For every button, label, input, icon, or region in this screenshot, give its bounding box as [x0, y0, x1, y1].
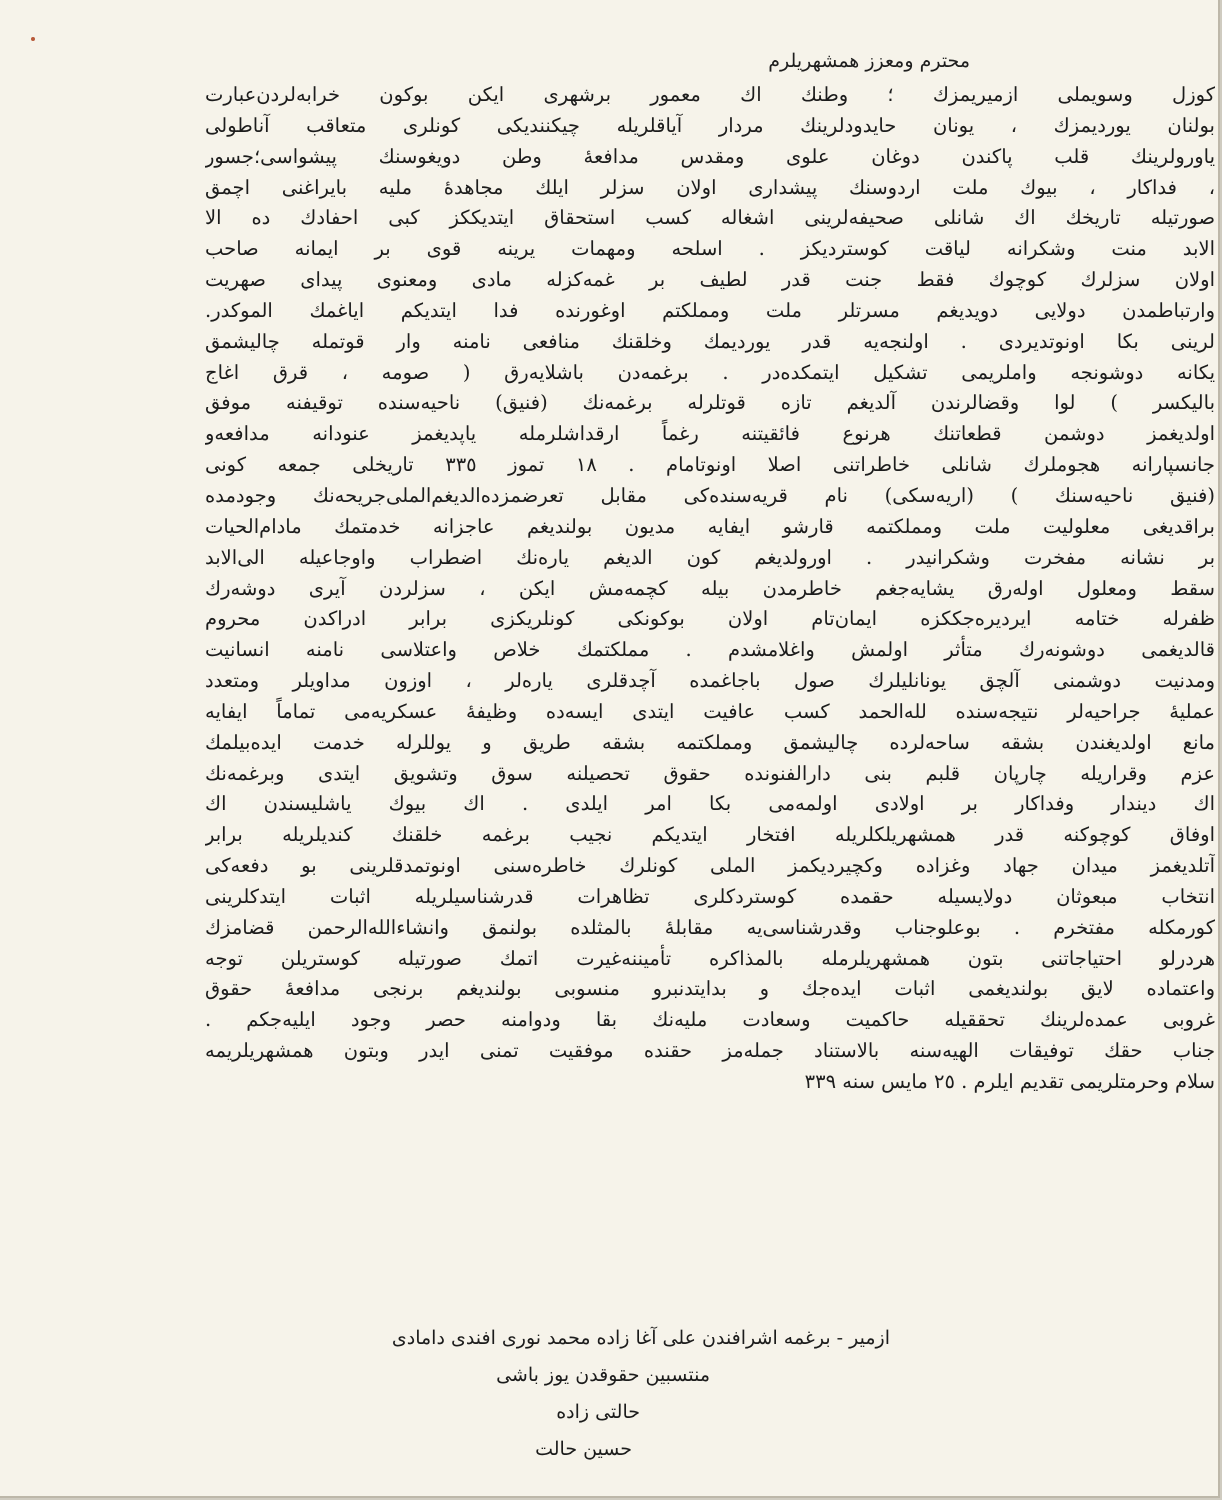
text-line: ، فداکار ، بیوك ملت اردوسنك پیشداری اولان سزلر ایلك مجاهدهٔ ملیه بایراغنی اچمق [205, 175, 1215, 199]
text-line: جانسپارانه هجوملرك شانلی خاطراتنی اصلا اونوتامام . ١٨ تموز ٣٣٥ تاریخلی جمعه کونی [205, 453, 1215, 477]
text-line: بر نشانه مفخرت وشکرانیدر . اورولدیغم کون الدیغم یاره‌نك اضطراب واوجاعیله الی‌الابد [205, 545, 1215, 569]
ink-spot [31, 37, 35, 41]
text-line: اك دیندار وفداکار بر اولادی اولمه‌می بکا امر ایلدی . اك بیوك یاشلیسندن اك [205, 792, 1215, 816]
text-line: یکانه دوشونجه واملریمی تشکیل ایتمکده‌در . برغمه‌دن باشلایه‌رق ( صومه ، قرق اغاج [205, 360, 1215, 384]
text-line: بولنان یوردیمزك ، یونان حایدودلرینك مردار آیاقلریله چیکننديکی کونلری متعاقب آناطولی [205, 113, 1215, 137]
text-line: سلام وحرمتلریمی تقدیم ایلرم . ٢٥ مایس سنه ٣٣٩ [804, 1070, 1215, 1093]
text-line: (فنیق ناحیه‌سنك ) (اریه‌سکی) نام قریه‌سنده‌کی مقابل تعرضمزده‌الدیغم‌الملی‌جریحه‌نك وجودمده [205, 483, 1215, 507]
text-line: غروبی عمده‌لرینك تحققیله حاکمیت وسعادت ملیه‌نك بقا ودوامنه حصر وجود ایلیه‌جکم . [205, 1008, 1215, 1032]
text-line: ظفرله ختامه ایردیره‌جککزه ایمان‌تام اولان بوکونکی کونلریکزی برابر ادراکدن محروم [205, 607, 1215, 631]
text-line: اوفاق کوچوکنه قدر همشهریلکلریله افتخار ایتدیکم نجیب برغمه خلقنك کندیلریله برابر [205, 823, 1215, 847]
signature-rank-line: منتسبین حقوقدن یوز باشی [496, 1364, 710, 1386]
text-line: کورمکله مفتخرم . بوعلوجناب وقدرشناسی‌یه مقابلهٔ بالمثلده بولنمق وانشاءالله‌الرحمن قضامزك [205, 915, 1215, 939]
text-line: وارتباطمدن دولایی دویدیغم مسرتلر ملت ومملکتم اوغورنده فدا ایتدیکم ایاغمك الموکدر. [205, 298, 1215, 322]
signature-family-line: حالتی زاده [556, 1401, 640, 1423]
text-line: هردرلو احتیاجاتنی بتون همشهریلرمله بالمذاکره تأمیننه‌غیرت اتمك صورتیله کوستریلن توجه [205, 946, 1215, 970]
letter-body [205, 80, 1215, 1098]
text-line: انتخاب مبعوثان دولایسیله حقمده کوستردکلری تظاهرات قدرشناسیلریله اثبات ایتدکلرینی [205, 884, 1215, 908]
text-line: عزم وقراریله چارپان قلبم بنی دارالفنونده حقوق تحصیلنه سوق وتشویق ایتدی وبرغمه‌نك [205, 761, 1215, 785]
salutation: محترم ومعزز همشهریلرم [768, 50, 970, 72]
text-line: صورتیله تاریخك اك شانلی صحیفه‌لرینی اشغاله کسب استحقاق ایتدیککز کبی احفادك ده الا [205, 206, 1215, 230]
text-line: عملیهٔ جراحیه‌لر نتیجه‌سنده لله‌الحمد کسب عافیت ایتدی ایسه‌ده وظیفهٔ عسکریه‌می تماماً ایفایه [205, 699, 1215, 723]
text-line: الابد منت وشکرانه لیاقت کوستردیکز . اسلحه ومهمات یرینه قوی بر ایمانه صاحب [205, 237, 1215, 261]
signature-origin-line: ازمیر - برغمه اشرافندن علی آغا زاده محمد نوری افندی دامادی [391, 1327, 890, 1349]
text-line: کوزل وسویملی ازمیریمزك ؛ وطنك اك معمور برشهری ایکن بوکون خرابه‌لردن‌عبارت [205, 83, 1215, 106]
text-line: جناب حقك توفیقات الهیه‌سنه بالاستناد جمله‌مز حقنده موفقیت تمنی ایدر وبتون همشهریلریمه [205, 1039, 1215, 1063]
text-line: اولان سزلرك کوچوك فقط جنت قدر لطیف بر غمه‌کزله مادی ومعنوی پیدای صهریت [205, 268, 1215, 292]
text-line: اولدیغمز دوشمن قطعاتنك هرنوع فائقیتنه رغماً ارقداشلرمله یاپدیغمز عنودانه مدافعه‌و [205, 422, 1215, 446]
text-line: ومدنیت دوشمنی آلچق یونانلیلرك صول باجاغمده آچدقلری یاره‌لر ، اوزون مداویلر ومتعدد [205, 669, 1215, 693]
text-line: براقدیغی معلولیت ملت ومملکتمه قارشو ایفایه مدیون بولندیغم عاجزانه خدمتمك مادام‌الحیات [205, 514, 1215, 538]
text-line: بالیکسر ) لوا وقضالرندن آلدیغم تازه قوتلرله برغمه‌نك (فنیق) ناحیه‌سنده توقیفنه موفق [205, 391, 1215, 415]
text-line: لرینی بکا اونوتدیردی . اولنجه‌یه قدر یوردیمك وخلقنك منافعی نامنه وار قوتمله چالیشمق [205, 329, 1215, 353]
signature-block [230, 1320, 890, 1468]
text-line: واعتماده لایق بولندیغمی اثبات ایده‌جك و بدایتدنبرو منسوبی بولندیغم برنجی مدافعهٔ حقوق [205, 977, 1215, 1001]
text-line: قالدیغمی دوشونه‌رك متأثر اولمش واغلامشدم . مملکتمك خلاص واعتلاسی نامنه انسانیت [205, 638, 1215, 662]
text-line: مانع اولدیغندن بشقه ساحه‌لرده چالیشمق ومملکتمه بشقه طریق و یوللرله خدمت ایده‌بیلمك [205, 730, 1215, 754]
text-line: آتلدیغمز میدان جهاد وغزاده وکچیردیکمز الملی کونلرك خاطره‌سنی اونوتمدقلرینی بو دفعه‌کی [205, 854, 1215, 878]
signature-name-line: حسین حالت [535, 1438, 632, 1460]
text-line: سقط ومعلول اوله‌رق یشایه‌جغم خاطرمدن بیله کچمه‌مش ایکن ، سزلردن آیری دوشه‌رك [205, 576, 1215, 600]
text-line: یاورولرینك قلب پاکندن دوغان علوی ومقدس مدافعهٔ وطن دویغوسنك پیشواسی؛جسور [205, 144, 1215, 168]
